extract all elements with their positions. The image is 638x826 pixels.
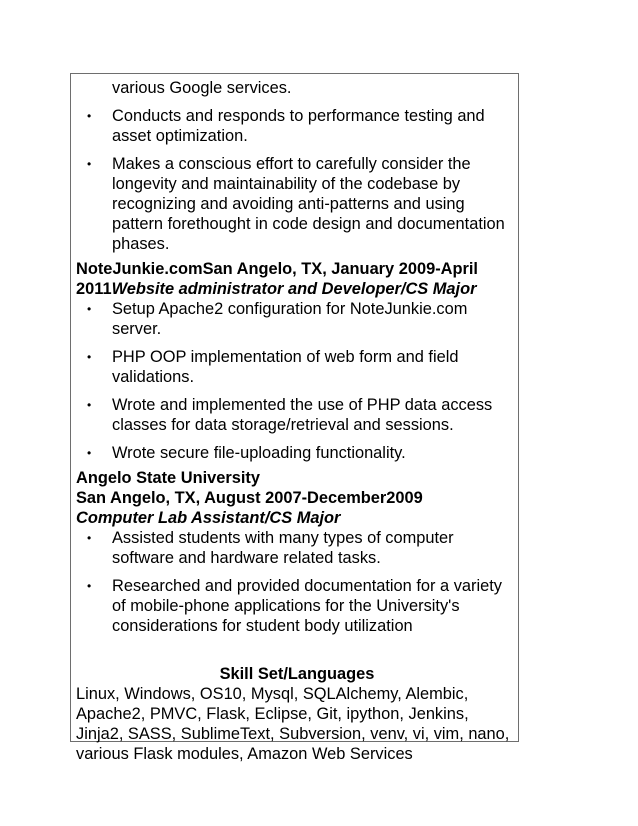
skills-section-title: Skill Set/Languages (219, 665, 375, 683)
bullet-item (76, 154, 518, 254)
job1-role: Website administrator and Developer/CS Major (111, 280, 477, 298)
job1-header (76, 259, 518, 299)
bullet-text: Wrote and implemented the use of PHP data access classes for data storage/retrieval and sessions. (112, 396, 493, 434)
job2-role: Computer Lab Assistant/CS Major (76, 509, 341, 527)
bullet-text: Researched and provided documentation for a variety of mobile-phone applications for the University's considerations for student body utilization (112, 577, 502, 635)
bullet-text: Conducts and responds to performance testing and asset optimization. (112, 107, 485, 145)
bullet-dot: • (87, 531, 92, 545)
bullet-dot: • (87, 302, 92, 316)
skills-text: Linux, Windows, OS10, Mysql, SQLAlchemy, Alembic, Apache2, PMVC, Flask, Eclipse, Git, ipython, Jenkins, Jinja2, SASS, SublimeText, Subversion, venv, vi, vim, nano, various Flask modules, Amazon Web Services (76, 685, 510, 763)
bullet-text: Setup Apache2 configuration for NoteJunkie.com server. (112, 300, 468, 338)
job2-location-dates: San Angelo, TX, August 2007-December2009 (76, 489, 423, 507)
bullet-dot: • (87, 579, 92, 593)
bullet-dot: • (87, 398, 92, 412)
bullet-dot: • (87, 350, 92, 364)
job2-header (76, 468, 518, 528)
bullet-item (76, 347, 518, 387)
bullet-dot: • (87, 446, 92, 460)
bullet-item (76, 395, 518, 435)
bullet-item (76, 106, 518, 146)
resume-content (76, 78, 518, 764)
resume-page-frame (70, 73, 519, 763)
job1-header-line2: 2011 (76, 280, 112, 298)
bullet-text: Assisted students with many types of computer software and hardware related tasks. (112, 529, 454, 567)
bullet-text: Wrote secure file-uploading functionality. (112, 444, 406, 462)
job2-org: Angelo State University (76, 469, 260, 487)
bullet-item (76, 299, 518, 339)
bullet-dot: • (87, 109, 92, 123)
carryover-line: various Google services. (112, 79, 292, 97)
bullet-item (76, 443, 518, 463)
job1-header-line1: NoteJunkie.comSan Angelo, TX, January 2009-April (76, 260, 478, 278)
bullet-text: Makes a conscious effort to carefully consider the longevity and maintainability of the codebase by recognizing and avoiding anti-patterns and using pattern forethought in code design and documentation phases. (112, 155, 505, 253)
bullet-dot: • (87, 157, 92, 171)
bullet-item (76, 576, 518, 636)
bullet-text: PHP OOP implementation of web form and field validations. (112, 348, 459, 386)
bullet-item (76, 528, 518, 568)
